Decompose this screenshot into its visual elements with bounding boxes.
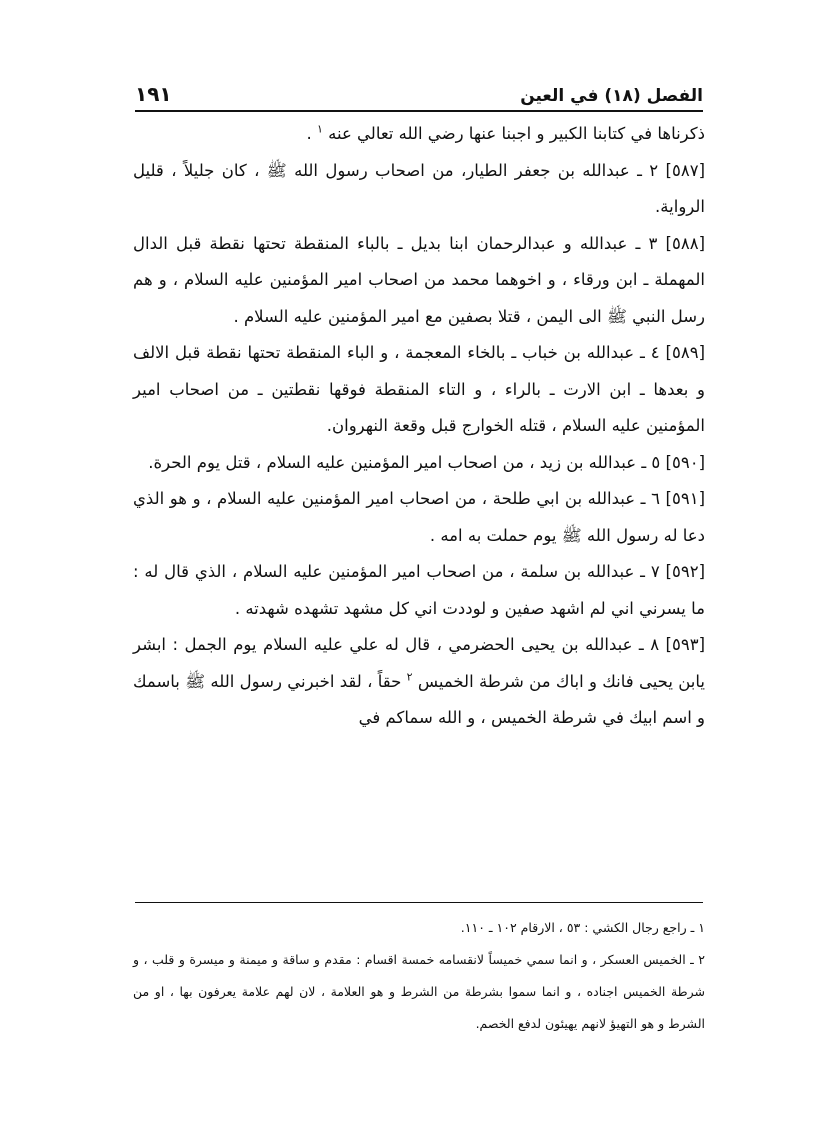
chapter-title: الفصل (١٨) في العين [520,86,703,106]
header-divider [135,110,703,112]
footnote-reference-1[interactable]: ١ [316,122,323,136]
page-number: ١٩١ [135,82,172,106]
footnote-2: ٢ ـ الخميس العسكر ، و انما سمي خميساً لانقسامه خمسة اقسام : مقدم و ساقة و ميمنة و ميسرة و قلب ، و شرطة الخميس اجناده ، و انما سموا بشرطة من الشرط و هو العلامة ، لان لهم علامة يعرفون بها ، او من الشرط و هو التهيؤ لانهم يهيئون لدفع الخصم. [133,952,705,1031]
entry-592: [٥٩٢] ٧ ـ عبدالله بن سلمة ، من اصحاب امير المؤمنين عليه السلام ، الذي قال له : ما يسرني اني لم اشهد صفين و لوددت اني كل مشهد تشهده شهدته . [133,562,705,618]
paragraph-continuation: ذكرناها في كتابنا الكبير و اجبنا عنها رضي الله تعالي عنه $^١$ . [306,122,705,143]
entry-589: [٥٨٩] ٤ ـ عبدالله بن خباب ـ بالخاء المعجمة ، و الباء المنقطة تحتها نقطة قبل الالف و بعدها ـ ابن الارت ـ بالراء ، و التاء المنقطة فوقها نقطتين ـ من اصحاب امير المؤمنين عليه السلام ، قتله الخوارج قبل وقعة النهروان. [133,343,705,435]
entry-593: [٥٩٣] ٨ ـ عبدالله بن يحيى الحضرمي ، قال له علي عليه السلام يوم الجمل : ابشر يابن يحيى فانك و اباك من شرطة الخميس $^٢$ حقاً ، لقد اخبرني رسول الله ﷺ باسمك و اسم ابيك في شرطة الخميس ، و الله سماكم في [133,635,706,727]
main-text [133,116,705,737]
footnote-1: ١ ـ راجع رجال الكشي : ٥٣ ، الارقام ١٠٢ ـ ١١٠. [460,920,705,935]
entry-591: [٥٩١] ٦ ـ عبدالله بن ابي طلحة ، من اصحاب امير المؤمنين عليه السلام ، و هو الذي دعا له رسول الله ﷺ يوم حملت به امه . [133,489,705,545]
entry-587: [٥٨٧] ٢ ـ عبدالله بن جعفر الطيار، من اصحاب رسول الله ﷺ ، كان جليلاً ، قليل الرواية. [133,160,705,216]
footnote-divider [135,902,703,903]
entry-588: [٥٨٨] ٣ ـ عبدالله و عبدالرحمان ابنا بديل ـ بالباء المنقطة تحتها نقطة قبل الدال المهملة ـ ابن ورقاء ، و اخوهما محمد من اصحاب امير المؤمنين عليه السلام ، و هم رسل النبي ﷺ الى اليمن ، قتلا بصفين مع امير المؤمنين عليه السلام . [133,233,705,326]
footnote-reference-2[interactable]: ٢ [406,670,413,683]
footnotes [133,912,705,1040]
entry-590: [٥٩٠] ٥ ـ عبدالله بن زيد ، من اصحاب امير المؤمنين عليه السلام ، قتل يوم الحرة. [148,452,705,472]
page-header [135,70,703,106]
